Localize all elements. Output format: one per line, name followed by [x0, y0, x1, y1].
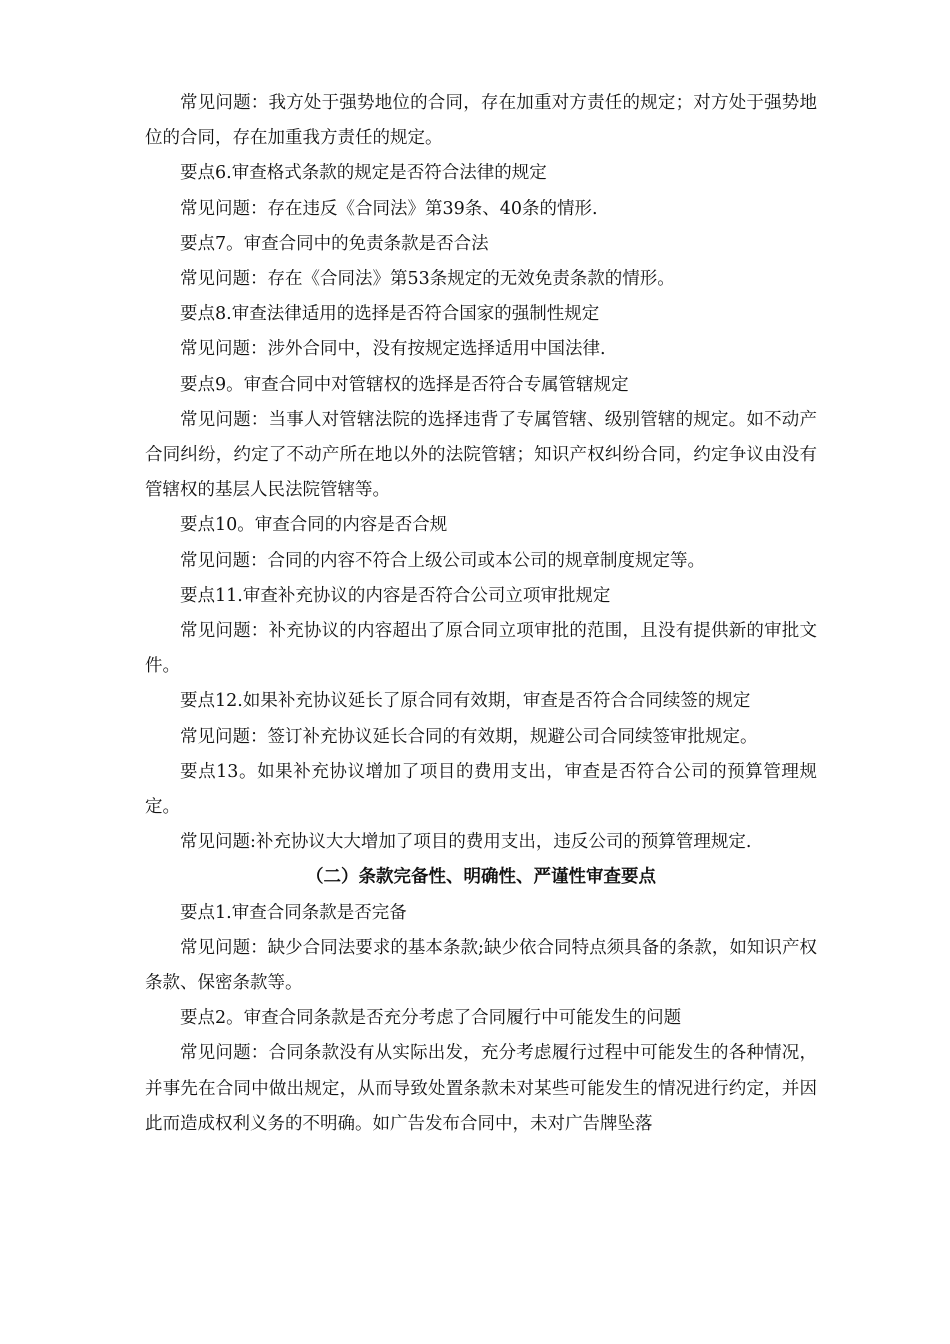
- paragraph: 要点8.审查法律适用的选择是否符合国家的强制性规定: [180, 304, 600, 325]
- section-heading: （二）条款完备性、明确性、严谨性审查要点: [306, 867, 656, 888]
- paragraph: 要点2。审查合同条款是否充分考虑了合同履行中可能发生的问题: [180, 1008, 682, 1029]
- paragraph: 要点12.如果补充协议延长了原合同有效期，审查是否符合合同续签的规定: [180, 691, 751, 712]
- paragraph: 常见问题：当事人对管辖法院的选择违背了专属管辖、级别管辖的规定。如不动产合同纠纷，约定了不动产所在地以外的法院管辖；知识产权纠纷合同，约定争议由没有管辖权的基层人民法院管辖等。: [145, 409, 817, 501]
- document-page: [145, 86, 817, 1142]
- paragraph: 常见问题：合同的内容不符合上级公司或本公司的规章制度规定等。: [180, 550, 705, 571]
- paragraph: 常见问题：存在《合同法》第53条规定的无效免责条款的情形。: [180, 269, 675, 290]
- paragraph: 常见问题：我方处于强势地位的合同，存在加重对方责任的规定；对方处于强势地位的合同，存在加重我方责任的规定。: [145, 93, 817, 149]
- paragraph: 常见问题：缺少合同法要求的基本条款;缺少依合同特点须具备的条款，如知识产权条款、保密条款等。: [145, 937, 817, 994]
- paragraph: 常见问题:补充协议大大增加了项目的费用支出，违反公司的预算管理规定.: [180, 832, 752, 853]
- paragraph: 要点6.审查格式条款的规定是否符合法律的规定: [180, 163, 547, 184]
- paragraph: 常见问题：签订补充协议延长合同的有效期，规避公司合同续签审批规定。: [180, 726, 758, 747]
- paragraph: 要点10。审查合同的内容是否合规: [180, 515, 448, 536]
- paragraph: 要点7。审查合同中的免责条款是否合法: [180, 233, 489, 254]
- paragraph: 要点1.审查合同条款是否完备: [180, 902, 407, 923]
- paragraph: 要点11.审查补充协议的内容是否符合公司立项审批规定: [180, 585, 611, 606]
- paragraph: 常见问题：存在违反《合同法》第39条、40条的情形.: [180, 198, 598, 219]
- paragraph: 常见问题：补充协议的内容超出了原合同立项审批的范围，且没有提供新的审批文件。: [145, 621, 817, 677]
- paragraph: 常见问题：合同条款没有从实际出发，充分考虑履行过程中可能发生的各种情况，并事先在合同中做出规定，从而导致处置条款未对某些可能发生的情况进行约定，并因此而造成权利义务的不明确。如广告发布合同中，未对广告牌坠落: [145, 1043, 817, 1134]
- paragraph: 常见问题：涉外合同中，没有按规定选择适用中国法律.: [180, 339, 606, 360]
- paragraph: 要点9。审查合同中对管辖权的选择是否符合专属管辖规定: [180, 374, 629, 395]
- paragraph: 要点13。如果补充协议增加了项目的费用支出，审查是否符合公司的预算管理规定。: [145, 761, 817, 818]
